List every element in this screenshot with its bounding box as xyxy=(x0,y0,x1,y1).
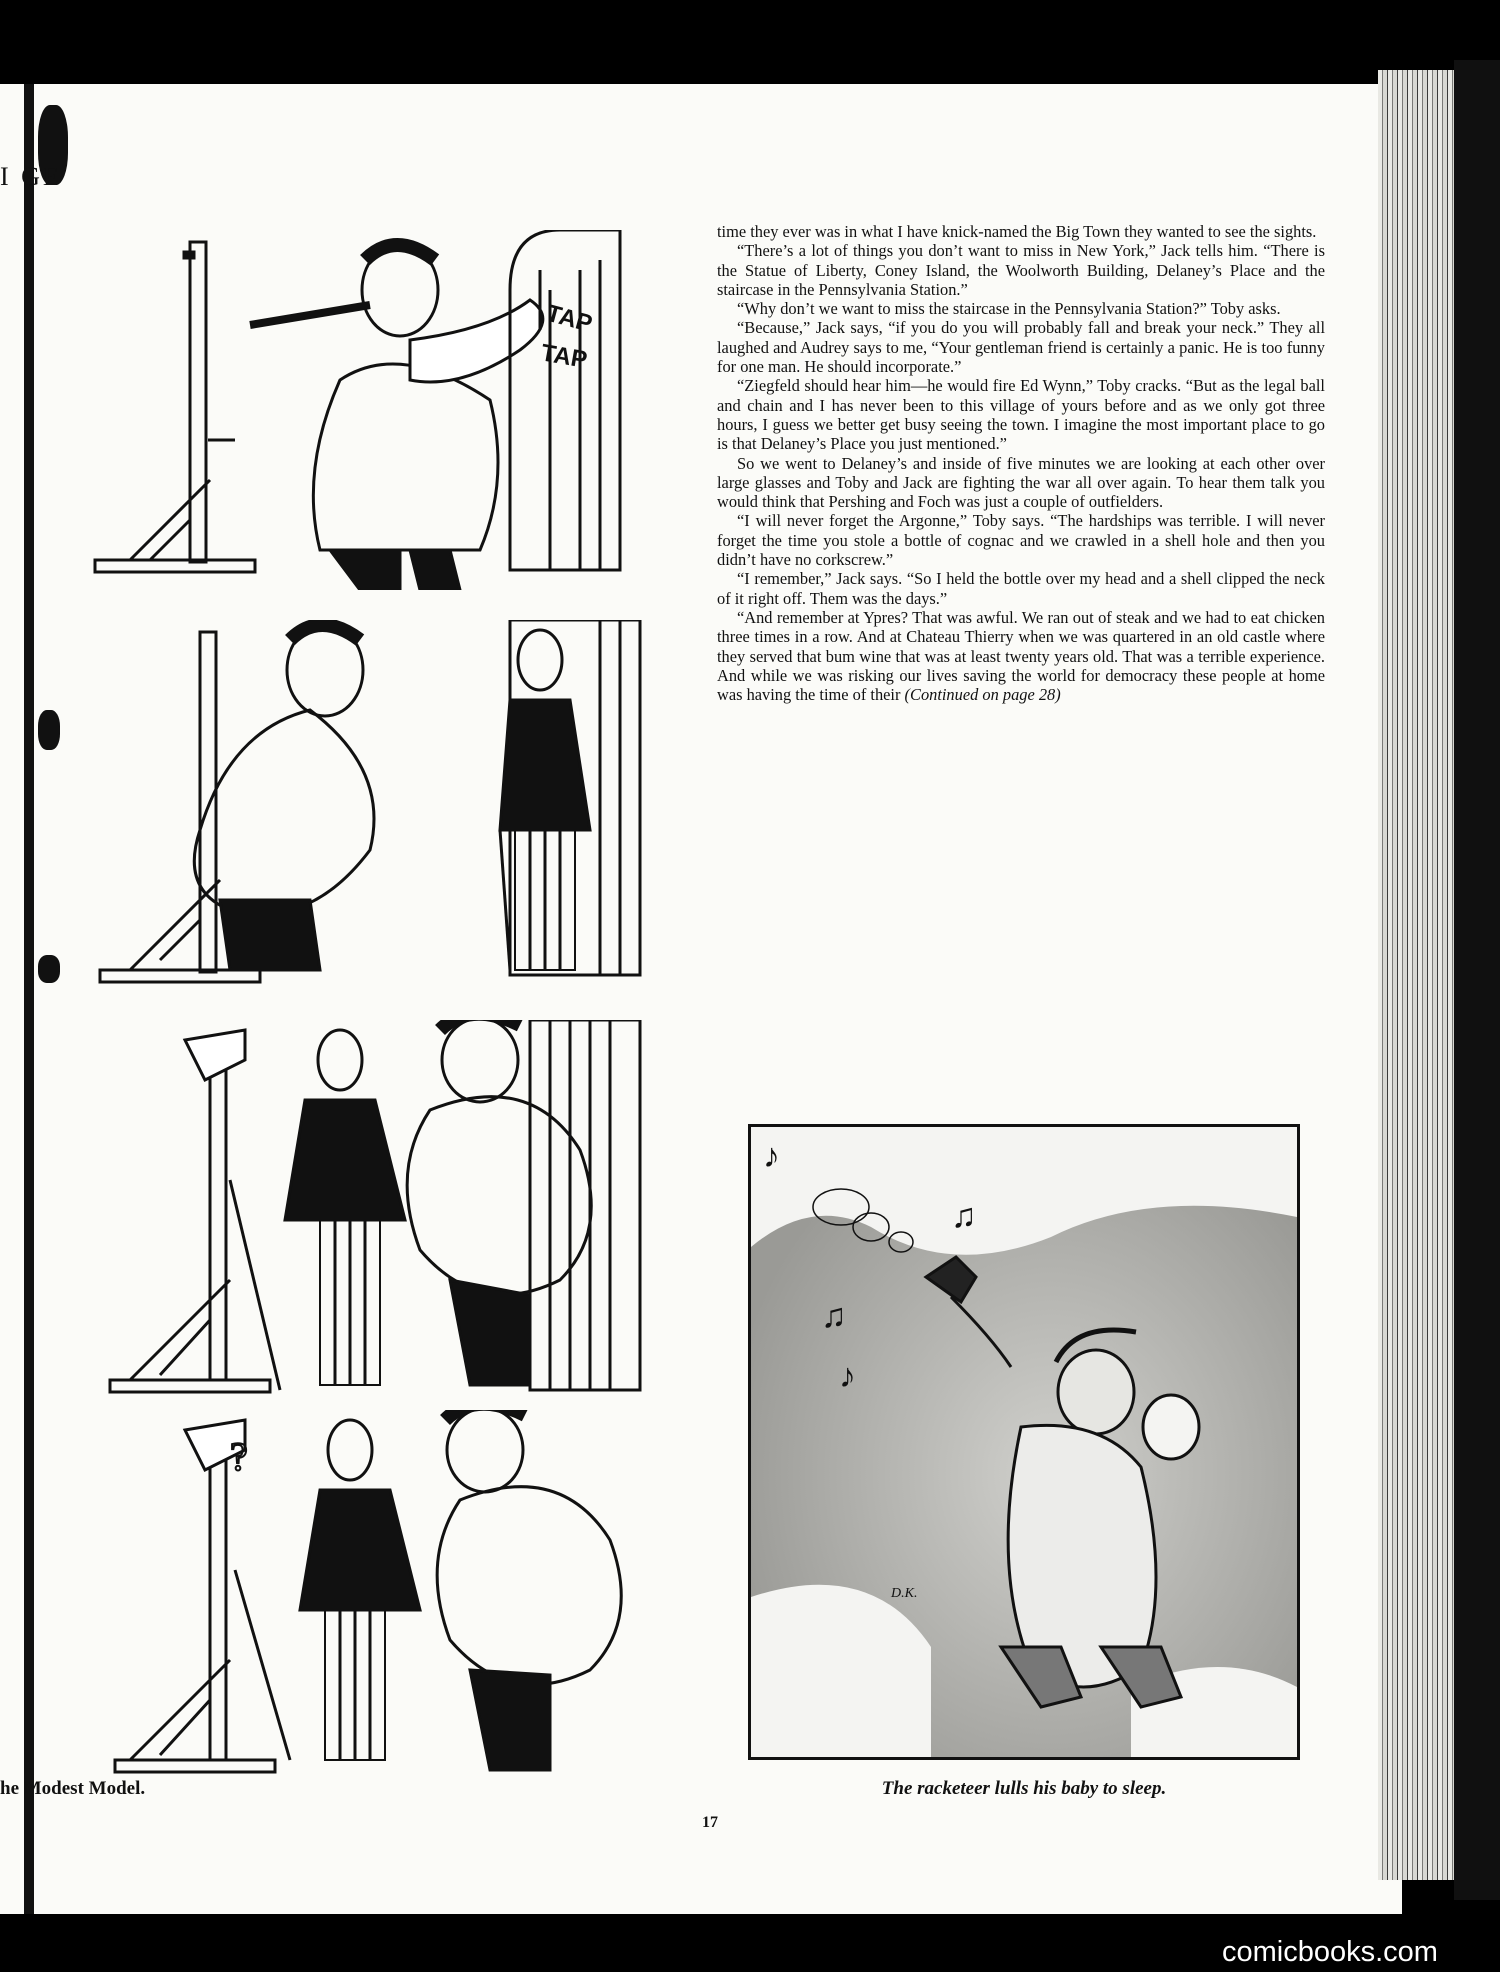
panel-4-drawing xyxy=(90,1410,690,1780)
continued-note: (Continued on page 28) xyxy=(904,685,1061,705)
svg-text:?: ? xyxy=(230,1434,248,1479)
story-paragraph: “I will never forget the Argonne,” Toby says. “The hardships was terrible. I will never forget the time you stole a bottle of cognac and we crawled in a shell hole and then you didn’t have no corkscrew.” xyxy=(717,511,1325,570)
watermark: comicbooks.com xyxy=(1222,1936,1438,1968)
door-knock-text-2: TAP xyxy=(538,339,590,374)
previous-page-header: I GE xyxy=(0,162,62,191)
panel-2-drawing xyxy=(90,620,690,990)
story-paragraph: “There’s a lot of things you don’t want to miss in New York,” Jack tells him. “There is the Statue of Liberty, Coney Island, the Woolworth Building, Delaney’s Place and the staircase in the Pennsylvania Station.” xyxy=(717,241,1325,299)
story-paragraph-text: “And remember at Ypres? That was awful. We ran out of steak and we had to eat chicken three times in a row. And at Chateau Thierry when we was quartered in an old castle where they served that bum wine that was at least twenty years old. That was a terrible experience. And while we was risking our lives saving the world for democracy these people at home was having the time of their xyxy=(717,607,1325,705)
gutter-mark xyxy=(38,710,60,750)
story-paragraph: “Because,” Jack says, “if you do you will probably fall and break your neck.” They all laughed and Audrey says to me, “Your gentleman friend is certainly a panic. He is too funny for one man. He should incorporate.” xyxy=(717,318,1325,377)
cartoon-caption: The racketeer lulls his baby to sleep. xyxy=(881,1778,1167,1799)
comic-panel-3 xyxy=(90,1020,690,1400)
comic-panel-1 xyxy=(90,230,690,590)
page-number: 17 xyxy=(702,1814,718,1831)
comic-panel-2 xyxy=(90,620,690,990)
comic-panel-4 xyxy=(90,1410,690,1780)
story-text xyxy=(717,222,1325,704)
svg-text:♫: ♫ xyxy=(951,1198,977,1235)
story-paragraph xyxy=(717,608,1325,704)
svg-text:♫: ♫ xyxy=(821,1298,847,1335)
svg-text:♪: ♪ xyxy=(763,1138,780,1175)
racketeer-cartoon xyxy=(748,1124,1300,1760)
previous-page-caption: he Modest Model. xyxy=(0,1778,146,1799)
svg-text:♪: ♪ xyxy=(839,1358,856,1395)
story-paragraph: So we went to Delaney’s and inside of five minutes we are looking at each other over large glasses and Toby and Jack are fighting the war all over again. To hear them talk you would think that Pershing and Foch was just a couple of outfielders. xyxy=(717,453,1325,512)
racketeer-drawing xyxy=(751,1127,1297,1757)
panel-1-drawing xyxy=(90,230,690,590)
story-paragraph: time they ever was in what I have knick-named the Big Town they wanted to see the sights. xyxy=(717,222,1317,241)
story-paragraph: “I remember,” Jack says. “So I held the bottle over my head and a shell clipped the neck of it right off. Them was the days.” xyxy=(717,569,1325,608)
story-paragraph: “Why don’t we want to miss the staircase in the Pennsylvania Station?” Toby asks. xyxy=(737,299,1281,319)
book-page-edges xyxy=(1378,70,1454,1880)
door-knock-text-1: TAP xyxy=(543,299,596,338)
artist-signature: D.K. xyxy=(891,1586,918,1601)
book-spine-shadow xyxy=(1454,60,1500,1900)
binding-gutter xyxy=(24,84,34,1914)
gutter-mark xyxy=(38,955,60,983)
story-paragraph: “Ziegfeld should hear him—he would fire Ed Wynn,” Toby cracks. “But as the legal ball and chain and I has never been to this village of yours before and as we only got three hours, I guess we better get busy seeing the town. I imagine the most important place to go is that Delaney’s Place you just mentioned.” xyxy=(717,376,1325,454)
panel-3-drawing xyxy=(90,1020,690,1400)
